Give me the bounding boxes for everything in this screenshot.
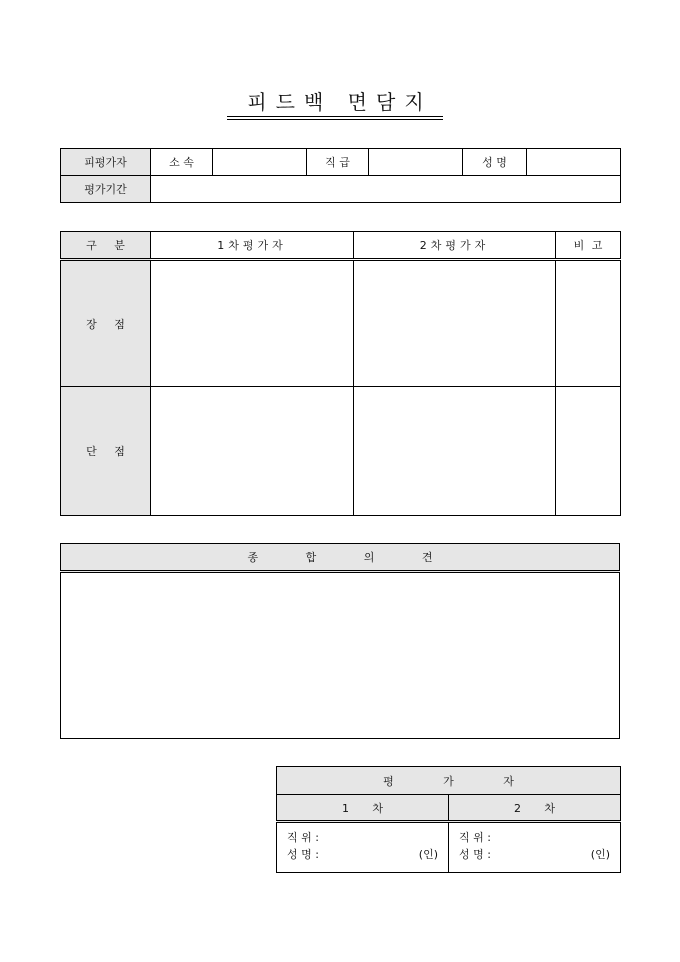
overall-opinion-table bbox=[60, 543, 620, 739]
rank-field[interactable] bbox=[369, 149, 463, 176]
evaluator-table bbox=[276, 766, 621, 873]
evaluatee-label: 피평가자 bbox=[61, 149, 151, 176]
name-field[interactable] bbox=[527, 149, 621, 176]
weaknesses-second-field[interactable] bbox=[354, 387, 556, 516]
overall-opinion-header: 종 합 의 견 bbox=[61, 544, 620, 572]
evaluator-header: 평 가 자 bbox=[277, 767, 621, 795]
title-underline bbox=[227, 116, 443, 120]
first-name-label: 성 명 : bbox=[287, 848, 319, 861]
note-header: 비 고 bbox=[556, 232, 621, 260]
evaluation-table bbox=[60, 231, 621, 516]
period-field[interactable] bbox=[151, 176, 621, 203]
strengths-label: 장 점 bbox=[61, 260, 151, 387]
second-position-label: 직 위 : bbox=[459, 831, 491, 844]
category-header: 구 분 bbox=[61, 232, 151, 260]
first-evaluator-signature[interactable] bbox=[277, 822, 449, 873]
weaknesses-note-field[interactable] bbox=[556, 387, 621, 516]
second-evaluator-signature[interactable] bbox=[449, 822, 621, 873]
second-evaluator-label: 2 차 bbox=[449, 795, 621, 822]
first-evaluator-header: 1차평가자 bbox=[151, 232, 354, 260]
page-title: 피드백 면담지 bbox=[247, 90, 433, 114]
dept-label: 소 속 bbox=[151, 149, 213, 176]
evaluatee-info-table bbox=[60, 148, 621, 203]
first-evaluator-label: 1 차 bbox=[277, 795, 449, 822]
period-label: 평가기간 bbox=[61, 176, 151, 203]
overall-opinion-field[interactable] bbox=[61, 572, 620, 739]
weaknesses-label: 단 점 bbox=[61, 387, 151, 516]
second-name-label: 성 명 : bbox=[459, 848, 491, 861]
strengths-first-field[interactable] bbox=[151, 260, 354, 387]
first-seal-label: (인) bbox=[418, 848, 438, 861]
dept-field[interactable] bbox=[213, 149, 307, 176]
second-seal-label: (인) bbox=[590, 848, 610, 861]
rank-label: 직 급 bbox=[307, 149, 369, 176]
strengths-note-field[interactable] bbox=[556, 260, 621, 387]
weaknesses-first-field[interactable] bbox=[151, 387, 354, 516]
name-label: 성 명 bbox=[463, 149, 527, 176]
first-position-label: 직 위 : bbox=[287, 831, 319, 844]
strengths-second-field[interactable] bbox=[354, 260, 556, 387]
second-evaluator-header: 2차평가자 bbox=[354, 232, 556, 260]
